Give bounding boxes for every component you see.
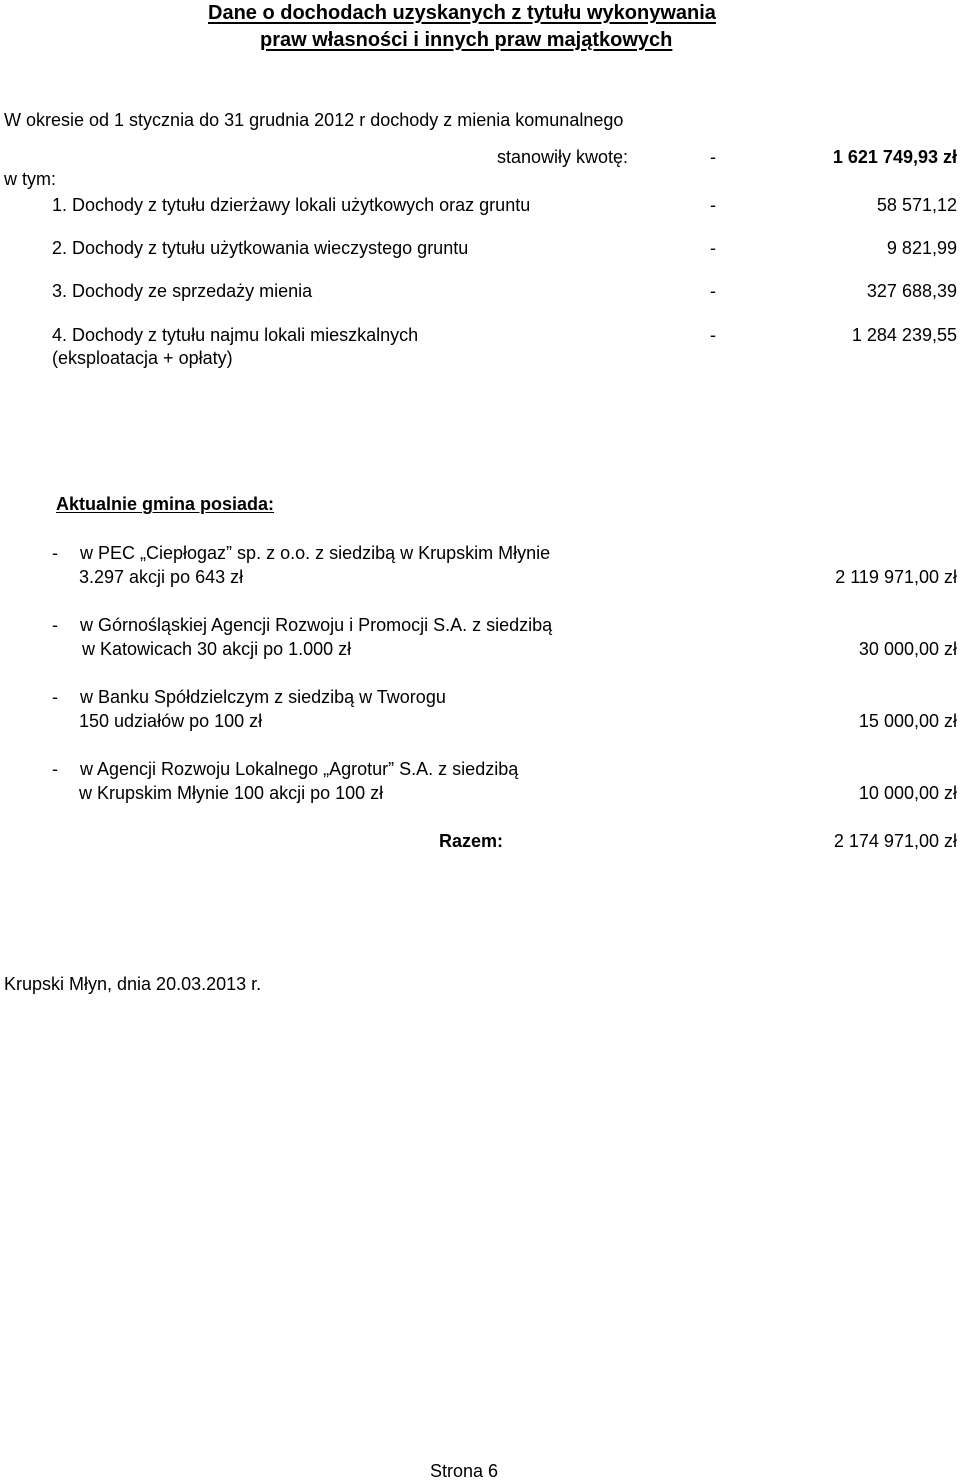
holding-description: w PEC „Ciepłogaz” sp. z o.o. z siedzibą w Krupskim Młynie bbox=[80, 543, 551, 563]
place-and-date: Krupski Młyn, dnia 20.03.2013 r. bbox=[4, 974, 262, 994]
income-item-dash: - bbox=[710, 281, 716, 301]
income-item-label: 3. Dochody ze sprzedaży mienia bbox=[52, 281, 313, 301]
income-item-amount: 1 284 239,55 bbox=[851, 325, 957, 345]
holdings-total-amount: 2 174 971,00 zł bbox=[833, 831, 957, 851]
intro-dash: - bbox=[710, 147, 716, 167]
page-number: Strona 6 bbox=[430, 1461, 499, 1481]
income-item-amount: 327 688,39 bbox=[866, 281, 957, 301]
intro-total-amount: 1 621 749,93 zł bbox=[832, 147, 957, 167]
holding-dash: - bbox=[52, 543, 58, 563]
intro-amount-label: stanowiły kwotę: bbox=[497, 147, 629, 167]
holding-description: w Agencji Rozwoju Lokalnego „Agrotur” S.A. z siedzibą bbox=[80, 759, 519, 779]
income-item-label-continued: (eksploatacja + opłaty) bbox=[52, 348, 233, 368]
income-item-dash: - bbox=[710, 238, 716, 258]
document-title-line1: Dane o dochodach uzyskanych z tytułu wykonywania bbox=[208, 2, 716, 24]
document-title-line2: praw własności i innych praw majątkowych bbox=[260, 29, 673, 51]
holding-dash: - bbox=[52, 759, 58, 779]
holdings-total-label: Razem: bbox=[439, 831, 504, 851]
intro-in-which: w tym: bbox=[4, 169, 56, 189]
income-item-dash: - bbox=[710, 195, 716, 215]
holding-amount: 15 000,00 zł bbox=[858, 711, 957, 731]
income-item-amount: 58 571,12 bbox=[876, 195, 957, 215]
holding-amount: 30 000,00 zł bbox=[858, 639, 957, 659]
holding-shares: w Katowicach 30 akcji po 1.000 zł bbox=[82, 639, 352, 659]
holding-shares: w Krupskim Młynie 100 akcji po 100 zł bbox=[79, 783, 384, 803]
income-item-amount: 9 821,99 bbox=[886, 238, 957, 258]
holding-description: w Górnośląskiej Agencji Rozwoju i Promocji S.A. z siedzibą bbox=[80, 615, 553, 635]
holding-shares: 150 udziałów po 100 zł bbox=[79, 711, 263, 731]
income-item-dash: - bbox=[710, 325, 716, 345]
income-item-label: 2. Dochody z tytułu użytkowania wieczystego gruntu bbox=[52, 238, 469, 258]
holding-amount: 10 000,00 zł bbox=[858, 783, 957, 803]
holding-shares: 3.297 akcji po 643 zł bbox=[79, 567, 244, 587]
intro-period-text: W okresie od 1 stycznia do 31 grudnia 2012 r dochody z mienia komunalnego bbox=[4, 110, 624, 130]
holding-dash: - bbox=[52, 687, 58, 707]
holding-description: w Banku Spółdzielczym z siedzibą w Tworogu bbox=[80, 687, 446, 707]
income-item-label: 1. Dochody z tytułu dzierżawy lokali użytkowych oraz gruntu bbox=[52, 195, 531, 215]
holding-amount: 2 119 971,00 zł bbox=[835, 567, 957, 587]
holding-dash: - bbox=[52, 615, 58, 635]
income-item-label: 4. Dochody z tytułu najmu lokali mieszkalnych bbox=[52, 325, 419, 345]
holdings-heading: Aktualnie gmina posiada: bbox=[56, 494, 275, 514]
